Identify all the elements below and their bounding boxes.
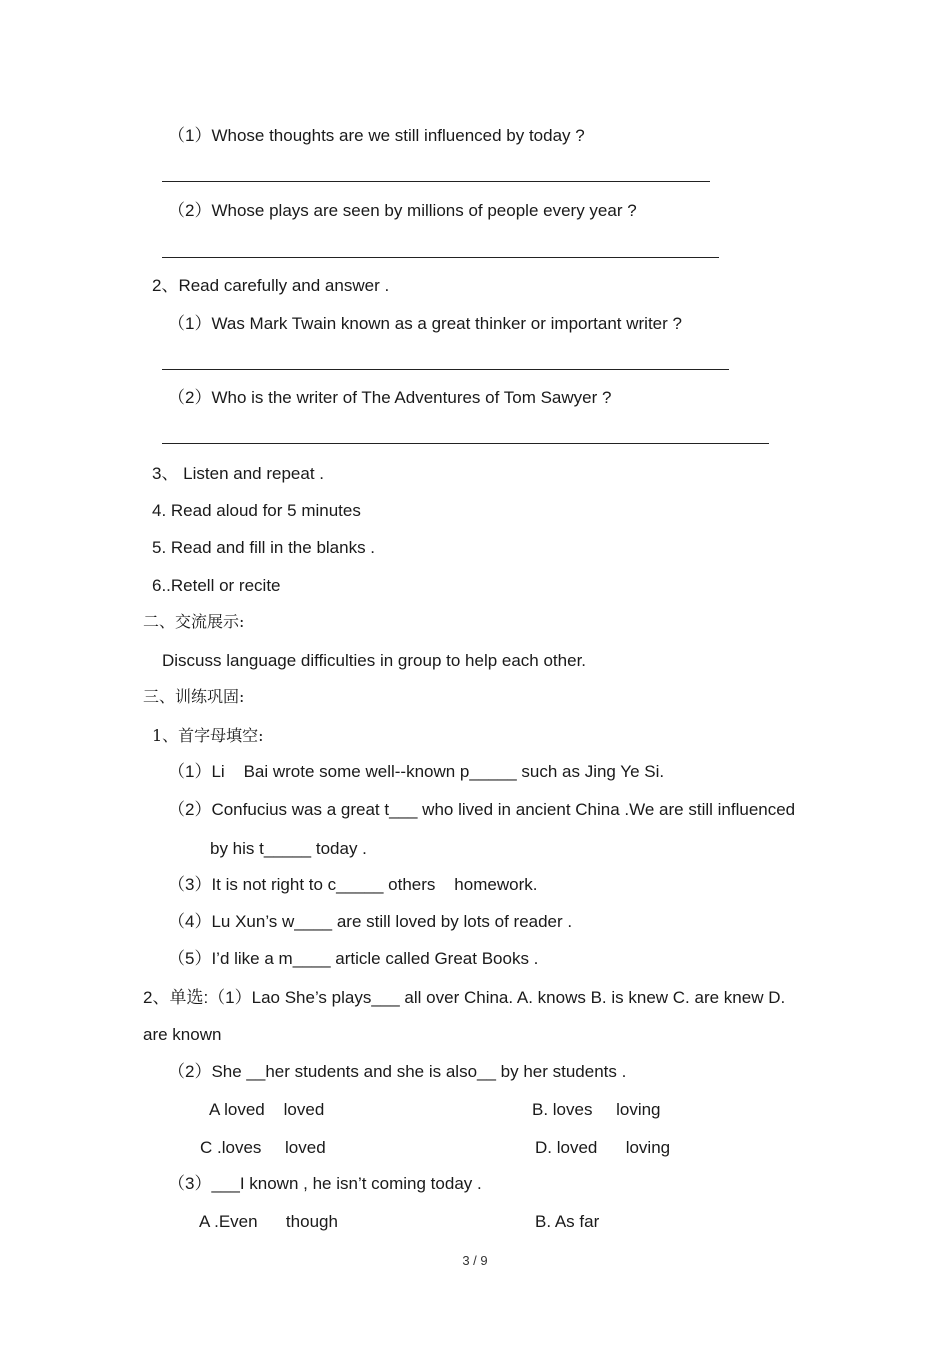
mc-question-1: 2、单选:（1）Lao She’s plays___ all over China. A. knows B. is knew C. are knew D. xyxy=(143,988,786,1007)
answer-line xyxy=(162,443,769,444)
task-2: 2、Read carefully and answer . xyxy=(152,276,390,295)
section-3-heading: 三、训练巩固: xyxy=(143,687,245,706)
fill-item-2-cont: by his t_____ today . xyxy=(210,839,367,858)
mc-question-3: （3）___I known , he isn’t coming today . xyxy=(168,1174,482,1193)
task-6: 6..Retell or recite xyxy=(152,576,281,595)
task-5: 5. Read and fill in the blanks . xyxy=(152,538,376,557)
question-2-1: （1）Was Mark Twain known as a great thinker or important writer ? xyxy=(168,314,682,333)
mc-option-a: A loved loved xyxy=(209,1100,325,1119)
fill-item-4: （4）Lu Xun’s w____ are still loved by lots of reader . xyxy=(168,912,573,931)
task-3: 3、 Listen and repeat . xyxy=(152,464,325,483)
mc-question-2: （2）She __her students and she is also__ by her students . xyxy=(168,1062,627,1081)
fill-item-1: （1）Li Bai wrote some well--known p_____ such as Jing Ye Si. xyxy=(168,762,665,781)
section-2-heading: 二、交流展示: xyxy=(143,612,245,631)
mc-option-c: C .loves loved xyxy=(200,1138,326,1157)
question-2-2: （2）Who is the writer of The Adventures of Tom Sawyer ? xyxy=(168,388,612,407)
mc-option-d: D. loved loving xyxy=(535,1138,671,1157)
question-1-2: （2）Whose plays are seen by millions of people every year ? xyxy=(168,201,637,220)
fill-item-3: （3）It is not right to c_____ others homework. xyxy=(168,875,538,894)
mc-option-b: B. As far xyxy=(535,1212,600,1231)
fill-item-2: （2）Confucius was a great t___ who lived in ancient China .We are still influenced xyxy=(168,800,796,819)
fill-item-5: （5）I’d like a m____ article called Great Books . xyxy=(168,949,539,968)
mc-option-a: A .Even though xyxy=(199,1212,338,1231)
answer-line xyxy=(162,181,710,182)
question-1-1: （1）Whose thoughts are we still influenced by today ? xyxy=(168,126,585,145)
task-4: 4. Read aloud for 5 minutes xyxy=(152,501,361,520)
answer-line xyxy=(162,257,719,258)
page-number: 3 / 9 xyxy=(462,1253,488,1268)
mc-question-1-cont: are known xyxy=(143,1025,222,1044)
part-1-title: 1、首字母填空: xyxy=(152,726,264,745)
section-2-body: Discuss language difficulties in group to help each other. xyxy=(162,651,587,670)
mc-option-b: B. loves loving xyxy=(532,1100,661,1119)
answer-line xyxy=(162,369,729,370)
